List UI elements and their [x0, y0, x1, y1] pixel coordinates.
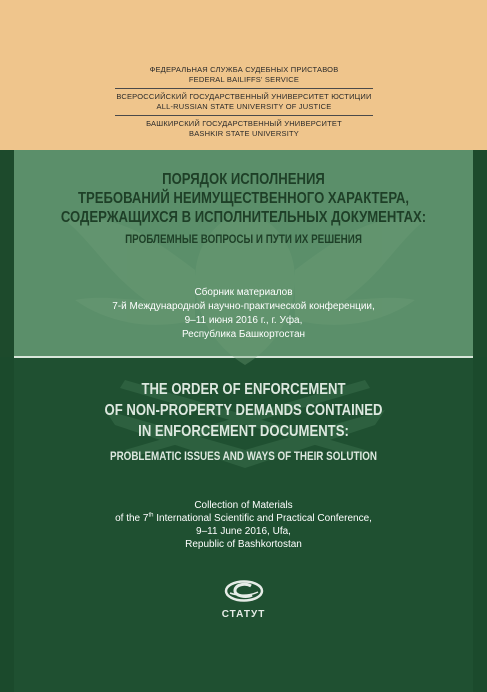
subtitle-en: PROBLEMATIC ISSUES AND WAYS OF THEIR SOLUTION — [110, 449, 377, 463]
title-ru — [55, 170, 431, 247]
info-ru-line: 7-й Международной научно-практической конференции, — [112, 301, 375, 312]
organizer-bashkir-university — [115, 115, 373, 140]
organizer-name-ru: БАШКИРСКИЙ ГОСУДАРСТВЕННЫЙ УНИВЕРСИТЕТ — [146, 119, 342, 128]
info-ru-line: Сборник материалов — [194, 287, 293, 298]
publisher-name: СТАТУТ — [221, 609, 266, 620]
organizer-name-en: FEDERAL BAILIFFS' SERVICE — [188, 74, 300, 84]
title-en — [55, 379, 431, 464]
title-ru-line: ТРЕБОВАНИЙ НЕИМУЩЕСТВЕННОГО ХАРАКТЕРА, — [77, 190, 410, 207]
info-en-line: Republic of Bashkortostan — [185, 539, 302, 550]
title-en-line: THE ORDER OF ENFORCEMENT — [141, 381, 346, 398]
organizer-name-ru: ФЕДЕРАЛЬНАЯ СЛУЖБА СУДЕБНЫХ ПРИСТАВОВ — [149, 65, 339, 74]
conference-info-en — [14, 499, 473, 551]
conference-info-ru — [14, 286, 473, 342]
organizer-name-ru: ВСЕРОССИЙСКИЙ ГОСУДАРСТВЕННЫЙ УНИВЕРСИТЕТ ЮСТИЦИИ — [116, 92, 372, 101]
info-en-line: 9–11 June 2016, Ufa, — [196, 526, 291, 537]
organizer-fssp — [115, 63, 373, 86]
title-ru-line: СОДЕРЖАЩИХСЯ В ИСПОЛНИТЕЛЬНЫХ ДОКУМЕНТАХ: — [60, 209, 427, 226]
title-en-line: IN ENFORCEMENT DOCUMENTS: — [138, 423, 349, 440]
title-en-line: OF NON-PROPERTY DEMANDS CONTAINED — [104, 402, 383, 419]
title-ru-line: ПОРЯДОК ИСПОЛНЕНИЯ — [162, 171, 325, 188]
info-ru-line: Республика Башкортостан — [181, 329, 306, 340]
info-en-text: of the 7 — [115, 513, 149, 524]
info-en-text: International Scientific and Practical Conference, — [153, 513, 372, 524]
organizer-justice-university — [115, 88, 373, 113]
subtitle-ru: ПРОБЛЕМНЫЕ ВОПРОСЫ И ПУТИ ИХ РЕШЕНИЯ — [125, 232, 362, 246]
statut-logo-icon — [224, 580, 264, 602]
info-en-line: Collection of Materials — [194, 500, 293, 511]
organizers-block — [115, 63, 373, 140]
publisher-logo — [14, 580, 473, 620]
ordinal-suffix: th — [148, 512, 154, 519]
info-ru-line: 9–11 июня 2016 г., г. Уфа, — [184, 315, 303, 326]
organizer-name-en: ALL-RUSSIAN STATE UNIVERSITY OF JUSTICE — [156, 101, 332, 111]
info-en-line — [14, 512, 473, 525]
organizer-name-en: BASHKIR STATE UNIVERSITY — [189, 128, 299, 138]
